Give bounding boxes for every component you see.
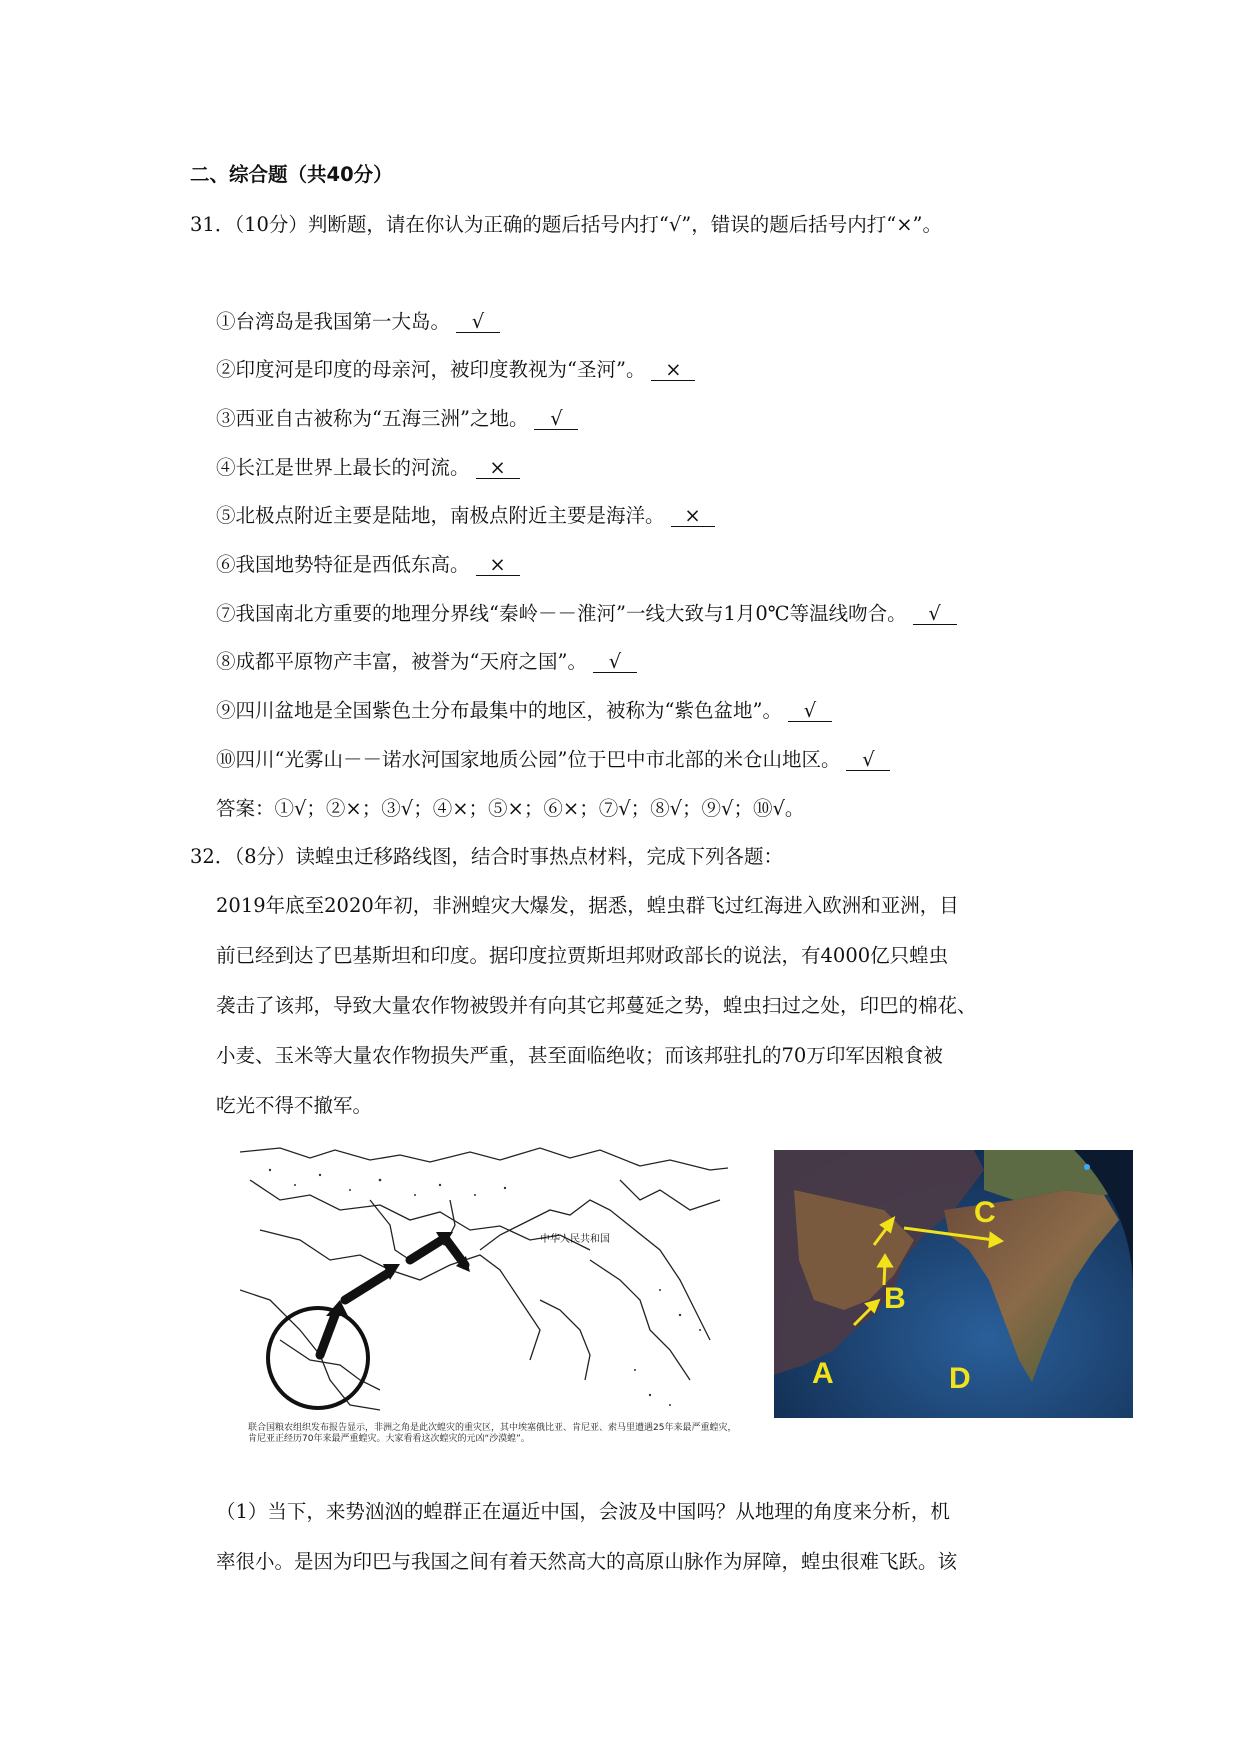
locust-route-map: [240, 1140, 728, 1445]
q31-item: [216, 456, 520, 479]
q31-item: [216, 553, 520, 576]
locust-route-map-drawing: [240, 1140, 728, 1445]
q31-item-text: ⑩四川“光雾山－－诺水河国家地质公园”位于巴中市北部的米仓山地区。: [216, 748, 841, 771]
q31-item-answer: ×: [651, 360, 695, 381]
q32-stem: 32．（8分）读蝗虫迁移路线图，结合时事热点材料，完成下列各题：: [190, 845, 783, 868]
q31-item: [216, 602, 957, 625]
q31-item-text: ⑦我国南北方重要的地理分界线“秦岭－－淮河”一线大致与1月0℃等温线吻合。: [216, 602, 907, 625]
q31-item-answer: √: [534, 409, 578, 430]
section-title: 二、综合题（共40分）: [190, 163, 393, 186]
q31-item-answer: ×: [671, 506, 715, 527]
q31-item: [216, 699, 832, 722]
q31-item-text: ①台湾岛是我国第一大岛。: [216, 310, 451, 333]
satellite-map-drawing: [774, 1150, 1133, 1418]
q31-item-text: ④长江是世界上最长的河流。: [216, 456, 470, 479]
q31-stem: 31．（10分）判断题，请在你认为正确的题后括号内打“√”，错误的题后括号内打“×”。: [190, 213, 943, 236]
q31-item-text: ②印度河是印度的母亲河，被印度教视为“圣河”。: [216, 358, 646, 381]
q32-material-line: 袭击了该邦，导致大量农作物被毁并有向其它邦蔓延之势，蝗虫扫过之处，印巴的棉花、: [216, 994, 977, 1017]
q31-answer-line: 答案：①√；②×；③√；④×；⑤×；⑥×；⑦√；⑧√；⑨√；⑩√。: [216, 797, 805, 820]
q31-item-answer: ×: [476, 458, 520, 479]
q31-item-text: ⑤北极点附近主要是陆地，南极点附近主要是海洋。: [216, 504, 665, 527]
q32-material-line: 前已经到达了巴基斯坦和印度。据印度拉贾斯坦邦财政部长的说法，有4000亿只蝗虫: [216, 944, 949, 967]
q31-item-text: ⑧成都平原物产丰富，被誉为“天府之国”。: [216, 650, 587, 673]
q31-item-answer: ×: [476, 555, 520, 576]
q31-item: [216, 748, 890, 771]
q32-material-line: 小麦、玉米等大量农作物损失严重，甚至面临绝收；而该邦驻扎的70万印军因粮食被: [216, 1044, 943, 1067]
map-label-d: D: [949, 1362, 971, 1395]
q31-item-text: ③西亚自古被称为“五海三洲”之地。: [216, 407, 529, 430]
q31-item: [216, 504, 715, 527]
q31-item: [216, 650, 637, 673]
q31-item-answer: √: [846, 750, 890, 771]
q31-item: [216, 310, 500, 333]
map-label-b: B: [884, 1282, 906, 1315]
q31-item-answer: √: [593, 652, 637, 673]
q31-item-answer: √: [456, 312, 500, 333]
q31-item-text: ⑥我国地势特征是西低东高。: [216, 553, 470, 576]
satellite-locust-map: [774, 1150, 1133, 1418]
map-caption: 联合国粮农组织发布报告显示，非洲之角是此次蝗灾的重灾区，其中埃塞俄比亚、肯尼亚、索马里遭遇25年来最严重蝗灾，肯尼亚正经历70年来最严重蝗灾。大家看看这次蝗灾的元凶“沙漠蝗”。: [248, 1423, 737, 1444]
q31-item-answer: √: [788, 701, 832, 722]
map-country-label: 中华人民共和国: [540, 1234, 610, 1245]
q32-sub1-line: 率很小。是因为印巴与我国之间有着天然高大的高原山脉作为屏障，蝗虫很难飞跃。该: [216, 1550, 958, 1573]
q31-item-text: ⑨四川盆地是全国紫色土分布最集中的地区，被称为“紫色盆地”。: [216, 699, 782, 722]
q31-item-answer: √: [913, 604, 957, 625]
map-label-a: A: [812, 1357, 834, 1390]
q32-material-line: 吃光不得不撤军。: [216, 1094, 373, 1117]
q32-sub1-line: （1）当下，来势汹汹的蝗群正在逼近中国，会波及中国吗？从地理的角度来分析，机: [216, 1500, 950, 1523]
q31-item: [216, 407, 578, 430]
map-label-c: C: [974, 1196, 996, 1229]
q32-material-line: 2019年底至2020年初，非洲蝗灾大爆发，据悉，蝗虫群飞过红海进入欧洲和亚洲，目: [216, 894, 959, 917]
q31-item: [216, 358, 695, 381]
